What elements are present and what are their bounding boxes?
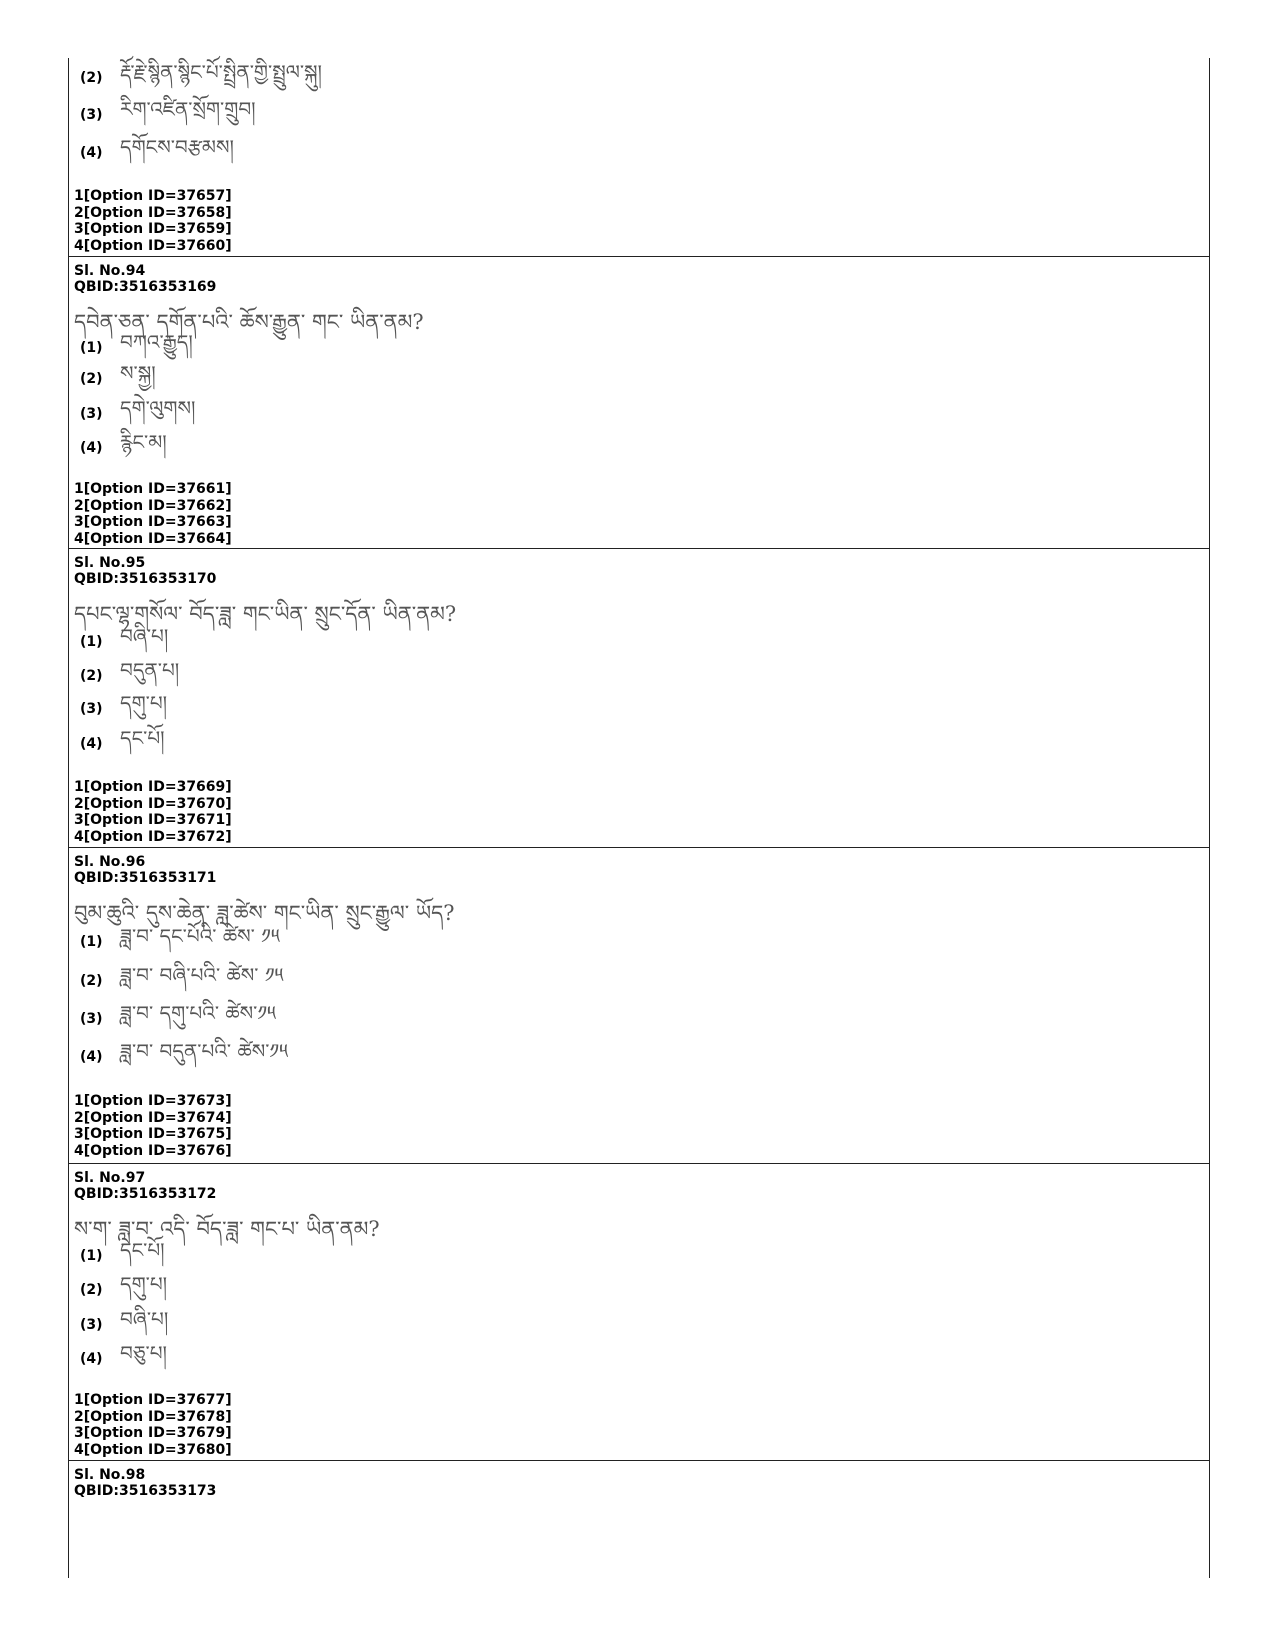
option-text: བཅུ་པ། — [120, 1341, 167, 1365]
serial-number: Sl. No.97 — [74, 1170, 146, 1186]
option-number: (2) — [80, 973, 103, 989]
option-id: 2[Option ID=37678] — [74, 1408, 232, 1425]
option-number: (1) — [80, 634, 103, 650]
option-id: 3[Option ID=37671] — [74, 812, 232, 828]
question-94 — [68, 256, 1210, 549]
option-text: ཟླ་བ་ དང་པོའི་ ཚེས་ ༡༥ — [120, 924, 280, 948]
option-id: 2[Option ID=37662] — [74, 497, 232, 514]
option-number: (2) — [80, 371, 103, 387]
option-text: ཟླ་བ་ བཞི་པའི་ ཚེས་ ༡༥ — [120, 963, 284, 987]
option-text: རྡོ་རྗེ་སྙིན་སྙིང་པོ་སྤྲིན་གྱི་སྤྲུལ་སྐུ། — [120, 60, 322, 84]
option-id: 3[Option ID=37659] — [74, 221, 232, 237]
option-number: (3) — [80, 1011, 103, 1027]
option-text: དགེ་ལུགས། — [120, 396, 196, 420]
option-row — [80, 726, 165, 759]
option-number: (1) — [80, 1248, 103, 1264]
option-text: དང་པོ། — [120, 726, 165, 750]
option-text: ཟླ་བ་ བདུན་པའི་ ཚེས་༡༥ — [120, 1039, 289, 1063]
serial-number: Sl. No.94 — [74, 263, 146, 279]
option-text: བཀའ་རྒྱུད། — [120, 330, 193, 354]
option-id-list — [74, 1093, 232, 1159]
option-id: 1[Option ID=37661] — [74, 481, 232, 497]
option-text: དང་པོ། — [120, 1238, 165, 1262]
option-number: (3) — [80, 1317, 103, 1333]
option-number: (3) — [80, 406, 103, 422]
option-number: (4) — [80, 145, 103, 161]
option-id: 4[Option ID=37660] — [74, 237, 232, 254]
option-text: བཞི་པ། — [120, 1307, 169, 1331]
question-93-continuation — [68, 58, 1210, 258]
option-id: 1[Option ID=37673] — [74, 1093, 232, 1109]
question-97 — [68, 1163, 1210, 1461]
qbid: QBID:3516353170 — [74, 571, 217, 587]
option-id: 3[Option ID=37663] — [74, 514, 232, 530]
option-text: དགོངས་བརྩམས། — [120, 135, 234, 159]
option-id: 4[Option ID=37672] — [74, 828, 232, 845]
option-text: བདུན་པ། — [120, 658, 180, 682]
option-id: 4[Option ID=37676] — [74, 1142, 232, 1159]
option-id: 1[Option ID=37677] — [74, 1392, 232, 1408]
option-id-list — [74, 481, 232, 547]
option-text: རིག་འཛིན་སྲོག་གྲུབ། — [120, 97, 256, 121]
option-number: (3) — [80, 701, 103, 717]
option-text: ཟླ་བ་ དགུ་པའི་ ཚེས་༡༥ — [120, 1001, 276, 1025]
option-number: (4) — [80, 1351, 103, 1367]
option-id: 4[Option ID=37680] — [74, 1441, 232, 1458]
option-id: 3[Option ID=37675] — [74, 1126, 232, 1142]
option-id: 2[Option ID=37674] — [74, 1109, 232, 1126]
option-number: (4) — [80, 440, 103, 456]
option-text: དགུ་པ། — [120, 691, 168, 715]
option-id: 3[Option ID=37679] — [74, 1425, 232, 1441]
option-id: 2[Option ID=37658] — [74, 204, 232, 221]
option-text: བཞི་པ། — [120, 624, 169, 648]
option-text: དགུ་པ། — [120, 1272, 168, 1296]
option-id-list — [74, 188, 232, 254]
question-stem: དབེན་ཅན་ དགོན་པའི་ ཆོས་རྒྱུན་ གང་ ཡིན་ནམ? — [74, 310, 424, 334]
serial-number: Sl. No.96 — [74, 854, 146, 870]
question-stem: བུམ་ཆུའི་ དུས་ཆེན་ ཟླ་ཚེས་ གང་ཡིན་ སྲུང་རྒྱུལ་ ཡོད? — [74, 901, 455, 925]
question-stem: ས་ག་ ཟླ་བ་ འདི་ བོད་ཟླ་ གང་པ་ ཡིན་ནམ? — [74, 1217, 380, 1241]
question-96 — [68, 847, 1210, 1164]
option-number: (1) — [80, 340, 103, 356]
question-98 — [68, 1460, 1210, 1578]
option-number: (2) — [80, 1282, 103, 1298]
option-id: 2[Option ID=37670] — [74, 795, 232, 812]
option-text: ས་སྐྱ། — [120, 361, 156, 385]
option-id: 4[Option ID=37664] — [74, 530, 232, 547]
serial-number: Sl. No.95 — [74, 555, 146, 571]
option-row — [80, 1341, 167, 1374]
option-id: 1[Option ID=37657] — [74, 188, 232, 204]
option-number: (4) — [80, 736, 103, 752]
option-row — [80, 135, 234, 168]
option-row — [80, 1039, 289, 1072]
option-id-list — [74, 1392, 232, 1458]
qbid: QBID:3516353172 — [74, 1186, 217, 1202]
option-number: (2) — [80, 668, 103, 684]
qbid: QBID:3516353171 — [74, 870, 217, 886]
question-95 — [68, 548, 1210, 848]
option-text: རྙིང་མ། — [120, 430, 167, 454]
option-number: (3) — [80, 107, 103, 123]
option-number: (2) — [80, 70, 103, 86]
serial-number: Sl. No.98 — [74, 1467, 146, 1483]
option-id: 1[Option ID=37669] — [74, 779, 232, 795]
option-id-list — [74, 779, 232, 845]
option-row — [80, 430, 167, 463]
question-stem: དཔང་ལྷ་གསོལ་ བོད་ཟླ་ གང་ཡིན་ སྲུང་དོན་ ཡིན་ནམ? — [74, 602, 457, 626]
qbid: QBID:3516353173 — [74, 1483, 217, 1499]
option-number: (4) — [80, 1049, 103, 1065]
qbid: QBID:3516353169 — [74, 279, 217, 295]
option-number: (1) — [80, 934, 103, 950]
